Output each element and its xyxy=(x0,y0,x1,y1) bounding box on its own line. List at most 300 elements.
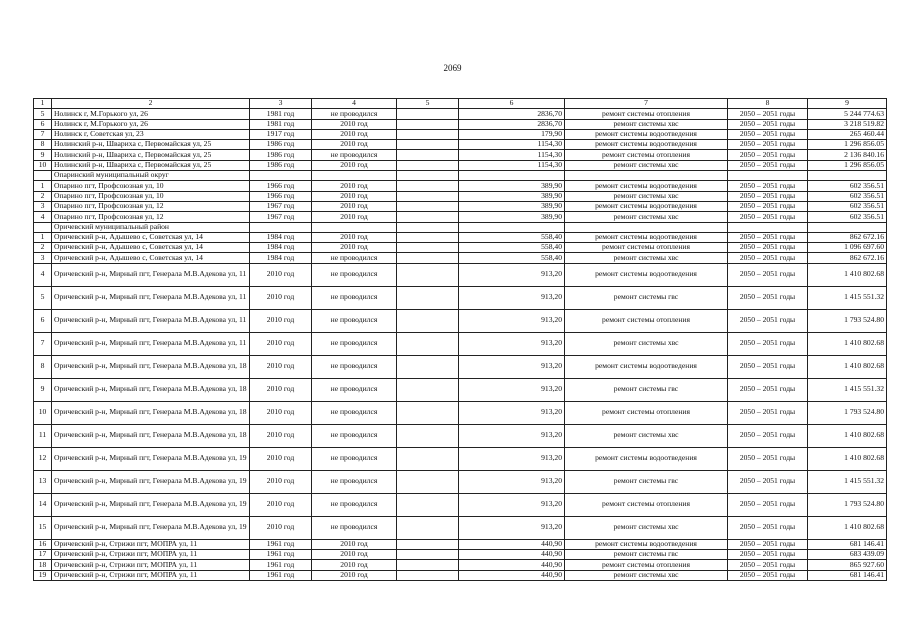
address-cell: Оричевский р-н, Мирный пгт, Генерала М.В.Адекова ул, 19 xyxy=(52,447,250,470)
last-repair-cell: 2010 год xyxy=(312,191,397,201)
last-repair-cell: 2010 год xyxy=(312,243,397,253)
area-cell: 558,40 xyxy=(459,253,565,263)
area-cell: 913,20 xyxy=(459,263,565,286)
row-number-cell: 2 xyxy=(34,243,52,253)
period-cell: 2050 – 2051 годы xyxy=(728,286,808,309)
row-number-cell: 8 xyxy=(34,355,52,378)
work-type-cell: ремонт системы водоотведения xyxy=(565,201,728,211)
period-cell: 2050 – 2051 годы xyxy=(728,160,808,170)
last-repair-cell: 2010 год xyxy=(312,212,397,222)
row-number-cell: 15 xyxy=(34,516,52,539)
empty-cell xyxy=(397,201,459,211)
column-header: 6 xyxy=(459,99,565,109)
last-repair-cell: не проводился xyxy=(312,309,397,332)
table-row xyxy=(34,286,887,309)
period-cell: 2050 – 2051 годы xyxy=(728,150,808,160)
cost-cell: 1 410 802.68 xyxy=(808,263,887,286)
build-year-cell: 2010 год xyxy=(250,355,312,378)
work-type-cell: ремонт системы хвс xyxy=(565,212,728,222)
cost-cell: 862 672.16 xyxy=(808,232,887,242)
last-repair-cell: не проводился xyxy=(312,355,397,378)
area-cell: 2836,70 xyxy=(459,119,565,129)
empty-cell xyxy=(397,129,459,139)
cost-cell: 1 415 551.32 xyxy=(808,286,887,309)
build-year-cell: 1961 год xyxy=(250,550,312,560)
page-number: 2069 xyxy=(443,63,462,73)
work-type-cell: ремонт системы водоотведения xyxy=(565,355,728,378)
build-year-cell xyxy=(250,222,312,232)
address-cell: Оричевский р-н, Мирный пгт, Генерала М.В.Адекова ул, 11 xyxy=(52,309,250,332)
cost-cell: 1 296 856.05 xyxy=(808,140,887,150)
table-row xyxy=(34,253,887,263)
last-repair-cell: не проводился xyxy=(312,516,397,539)
last-repair-cell: не проводился xyxy=(312,378,397,401)
period-cell: 2050 – 2051 годы xyxy=(728,355,808,378)
row-number-cell: 14 xyxy=(34,493,52,516)
table-row xyxy=(34,140,887,150)
column-header: 2 xyxy=(52,99,250,109)
area-cell xyxy=(459,171,565,181)
period-cell xyxy=(728,171,808,181)
area-cell: 913,20 xyxy=(459,309,565,332)
period-cell: 2050 – 2051 годы xyxy=(728,470,808,493)
row-number-cell: 10 xyxy=(34,160,52,170)
address-cell: Оричевский р-н, Адышево с, Советская ул, 14 xyxy=(52,253,250,263)
table-row xyxy=(34,560,887,570)
cost-cell xyxy=(808,171,887,181)
work-type-cell: ремонт системы гвс xyxy=(565,550,728,560)
last-repair-cell: 2010 год xyxy=(312,539,397,549)
area-cell: 440,90 xyxy=(459,539,565,549)
address-cell: Опарино пгт, Профсоюзная ул, 10 xyxy=(52,181,250,191)
repair-register-table xyxy=(33,98,887,581)
last-repair-cell: 2010 год xyxy=(312,140,397,150)
cost-cell: 3 218 519.82 xyxy=(808,119,887,129)
row-number-cell: 2 xyxy=(34,191,52,201)
empty-cell xyxy=(397,424,459,447)
area-cell: 389,90 xyxy=(459,201,565,211)
build-year-cell: 2010 год xyxy=(250,263,312,286)
area-cell: 440,90 xyxy=(459,570,565,580)
area-cell: 913,20 xyxy=(459,493,565,516)
table-row xyxy=(34,201,887,211)
row-number-cell: 16 xyxy=(34,539,52,549)
address-cell: Оричевский р-н, Стрижи пгт, МОПРА ул, 11 xyxy=(52,539,250,549)
table-row xyxy=(34,355,887,378)
row-number-cell: 6 xyxy=(34,119,52,129)
last-repair-cell: не проводился xyxy=(312,253,397,263)
work-type-cell: ремонт системы гвс xyxy=(565,470,728,493)
column-header: 3 xyxy=(250,99,312,109)
work-type-cell: ремонт системы хвс xyxy=(565,191,728,201)
address-cell: Нолинский р-н, Швариха с, Первомайская ул, 25 xyxy=(52,150,250,160)
build-year-cell: 2010 год xyxy=(250,424,312,447)
row-number-cell: 9 xyxy=(34,150,52,160)
empty-cell xyxy=(397,191,459,201)
table-row xyxy=(34,447,887,470)
build-year-cell: 1984 год xyxy=(250,253,312,263)
empty-cell xyxy=(397,119,459,129)
cost-cell: 602 356.51 xyxy=(808,201,887,211)
column-header: 4 xyxy=(312,99,397,109)
period-cell: 2050 – 2051 годы xyxy=(728,447,808,470)
row-number-cell: 13 xyxy=(34,470,52,493)
cost-cell: 1 410 802.68 xyxy=(808,355,887,378)
work-type-cell: ремонт системы водоотведения xyxy=(565,181,728,191)
table-row xyxy=(34,191,887,201)
area-cell: 179,90 xyxy=(459,129,565,139)
period-cell: 2050 – 2051 годы xyxy=(728,119,808,129)
address-cell: Нолинский р-н, Швариха с, Первомайская ул, 25 xyxy=(52,140,250,150)
area-cell: 913,20 xyxy=(459,447,565,470)
empty-cell xyxy=(397,286,459,309)
build-year-cell: 1961 год xyxy=(250,539,312,549)
last-repair-cell: 2010 год xyxy=(312,160,397,170)
period-cell: 2050 – 2051 годы xyxy=(728,550,808,560)
area-cell: 1154,30 xyxy=(459,150,565,160)
table-row xyxy=(34,570,887,580)
table-body xyxy=(34,99,887,581)
row-number-cell: 11 xyxy=(34,424,52,447)
cost-cell: 1 410 802.68 xyxy=(808,332,887,355)
area-cell: 913,20 xyxy=(459,516,565,539)
area-cell: 913,20 xyxy=(459,401,565,424)
area-cell: 1154,30 xyxy=(459,160,565,170)
period-cell: 2050 – 2051 годы xyxy=(728,109,808,119)
work-type-cell: ремонт системы хвс xyxy=(565,570,728,580)
cost-cell: 1 793 524.80 xyxy=(808,493,887,516)
address-cell: Оричевский р-н, Адышево с, Советская ул, 14 xyxy=(52,243,250,253)
empty-cell xyxy=(397,560,459,570)
work-type-cell: ремонт системы отопления xyxy=(565,493,728,516)
table-row xyxy=(34,539,887,549)
last-repair-cell: не проводился xyxy=(312,424,397,447)
row-number-cell: 4 xyxy=(34,263,52,286)
last-repair-cell: не проводился xyxy=(312,401,397,424)
work-type-cell: ремонт системы хвс xyxy=(565,424,728,447)
work-type-cell: ремонт системы хвс xyxy=(565,516,728,539)
cost-cell: 265 460.44 xyxy=(808,129,887,139)
period-cell: 2050 – 2051 годы xyxy=(728,516,808,539)
build-year-cell: 1961 год xyxy=(250,570,312,580)
address-cell: Нолинск г, М.Горького ул, 26 xyxy=(52,109,250,119)
column-header: 1 xyxy=(34,99,52,109)
section-row xyxy=(34,171,887,181)
area-cell: 440,90 xyxy=(459,560,565,570)
row-number-cell: 12 xyxy=(34,447,52,470)
work-type-cell xyxy=(565,222,728,232)
build-year-cell: 2010 год xyxy=(250,447,312,470)
work-type-cell: ремонт системы отопления xyxy=(565,309,728,332)
empty-cell xyxy=(397,378,459,401)
cost-cell: 1 410 802.68 xyxy=(808,516,887,539)
cost-cell: 1 296 856.05 xyxy=(808,160,887,170)
address-cell: Опарино пгт, Профсоюзная ул, 12 xyxy=(52,212,250,222)
table-row xyxy=(34,243,887,253)
build-year-cell: 1981 год xyxy=(250,119,312,129)
empty-cell xyxy=(397,253,459,263)
cost-cell: 1 415 551.32 xyxy=(808,378,887,401)
empty-cell xyxy=(397,140,459,150)
column-header: 5 xyxy=(397,99,459,109)
area-cell: 1154,30 xyxy=(459,140,565,150)
work-type-cell: ремонт системы гвс xyxy=(565,378,728,401)
work-type-cell: ремонт системы отопления xyxy=(565,243,728,253)
empty-cell xyxy=(397,570,459,580)
build-year-cell: 2010 год xyxy=(250,378,312,401)
row-number-cell: 18 xyxy=(34,560,52,570)
period-cell: 2050 – 2051 годы xyxy=(728,539,808,549)
build-year-cell: 1967 год xyxy=(250,212,312,222)
empty-cell xyxy=(397,550,459,560)
row-number-cell: 3 xyxy=(34,201,52,211)
work-type-cell: ремонт системы гвс xyxy=(565,286,728,309)
last-repair-cell: 2010 год xyxy=(312,550,397,560)
empty-cell xyxy=(397,109,459,119)
header-row xyxy=(34,99,887,109)
address-cell: Опарино пгт, Профсоюзная ул, 10 xyxy=(52,191,250,201)
row-number-cell: 3 xyxy=(34,253,52,263)
build-year-cell: 1966 год xyxy=(250,191,312,201)
period-cell: 2050 – 2051 годы xyxy=(728,309,808,332)
build-year-cell: 1967 год xyxy=(250,201,312,211)
build-year-cell: 2010 год xyxy=(250,332,312,355)
address-cell: Оричевский р-н, Мирный пгт, Генерала М.В.Адекова ул, 19 xyxy=(52,493,250,516)
last-repair-cell: 2010 год xyxy=(312,201,397,211)
last-repair-cell: не проводился xyxy=(312,447,397,470)
address-cell: Оричевский р-н, Стрижи пгт, МОПРА ул, 11 xyxy=(52,550,250,560)
cost-cell: 865 927.60 xyxy=(808,560,887,570)
build-year-cell: 1966 год xyxy=(250,181,312,191)
build-year-cell: 2010 год xyxy=(250,516,312,539)
address-cell: Оричевский р-н, Стрижи пгт, МОПРА ул, 11 xyxy=(52,570,250,580)
period-cell: 2050 – 2051 годы xyxy=(728,424,808,447)
last-repair-cell: 2010 год xyxy=(312,560,397,570)
empty-cell xyxy=(397,447,459,470)
cost-cell: 1 793 524.80 xyxy=(808,401,887,424)
build-year-cell: 2010 год xyxy=(250,493,312,516)
last-repair-cell: 2010 год xyxy=(312,570,397,580)
period-cell xyxy=(728,222,808,232)
address-cell: Оричевский р-н, Адышево с, Советская ул, 14 xyxy=(52,232,250,242)
period-cell: 2050 – 2051 годы xyxy=(728,232,808,242)
row-number-cell: 1 xyxy=(34,181,52,191)
work-type-cell: ремонт системы хвс xyxy=(565,253,728,263)
cost-cell: 1 410 802.68 xyxy=(808,424,887,447)
row-number-cell xyxy=(34,222,52,232)
address-cell: Оричевский р-н, Стрижи пгт, МОПРА ул, 11 xyxy=(52,560,250,570)
row-number-cell: 19 xyxy=(34,570,52,580)
work-type-cell: ремонт системы водоотведения xyxy=(565,129,728,139)
address-cell: Оричевский р-н, Мирный пгт, Генерала М.В.Адекова ул, 11 xyxy=(52,332,250,355)
build-year-cell: 1961 год xyxy=(250,560,312,570)
cost-cell: 602 356.51 xyxy=(808,181,887,191)
section-title: Оричевский муниципальный район xyxy=(52,222,250,232)
address-cell: Оричевский р-н, Мирный пгт, Генерала М.В.Адекова ул, 11 xyxy=(52,286,250,309)
empty-cell xyxy=(397,222,459,232)
empty-cell xyxy=(397,470,459,493)
row-number-cell: 1 xyxy=(34,232,52,242)
empty-cell xyxy=(397,160,459,170)
empty-cell xyxy=(397,355,459,378)
address-cell: Нолинск г, М.Горького ул, 26 xyxy=(52,119,250,129)
address-cell: Оричевский р-н, Мирный пгт, Генерала М.В.Адекова ул, 11 xyxy=(52,263,250,286)
last-repair-cell: не проводился xyxy=(312,109,397,119)
cost-cell: 1 793 524.80 xyxy=(808,309,887,332)
cost-cell: 681 146.41 xyxy=(808,539,887,549)
table-row xyxy=(34,150,887,160)
row-number-cell: 7 xyxy=(34,129,52,139)
area-cell: 389,90 xyxy=(459,181,565,191)
section-title: Опаринский муниципальный округ xyxy=(52,171,250,181)
row-number-cell: 7 xyxy=(34,332,52,355)
work-type-cell: ремонт системы отопления xyxy=(565,109,728,119)
work-type-cell: ремонт системы хвс xyxy=(565,332,728,355)
build-year-cell: 2010 год xyxy=(250,470,312,493)
area-cell: 913,20 xyxy=(459,355,565,378)
work-type-cell: ремонт системы отопления xyxy=(565,401,728,424)
empty-cell xyxy=(397,150,459,160)
cost-cell: 683 439.09 xyxy=(808,550,887,560)
empty-cell xyxy=(397,401,459,424)
build-year-cell: 1986 год xyxy=(250,150,312,160)
work-type-cell: ремонт системы отопления xyxy=(565,150,728,160)
last-repair-cell: не проводился xyxy=(312,493,397,516)
work-type-cell: ремонт системы водоотведения xyxy=(565,263,728,286)
build-year-cell: 2010 год xyxy=(250,401,312,424)
period-cell: 2050 – 2051 годы xyxy=(728,401,808,424)
empty-cell xyxy=(397,539,459,549)
row-number-cell xyxy=(34,171,52,181)
period-cell: 2050 – 2051 годы xyxy=(728,243,808,253)
work-type-cell: ремонт системы хвс xyxy=(565,160,728,170)
cost-cell: 1 415 551.32 xyxy=(808,470,887,493)
table-row xyxy=(34,212,887,222)
last-repair-cell: не проводился xyxy=(312,263,397,286)
period-cell: 2050 – 2051 годы xyxy=(728,378,808,401)
empty-cell xyxy=(397,309,459,332)
work-type-cell: ремонт системы водоотведения xyxy=(565,232,728,242)
empty-cell xyxy=(397,181,459,191)
last-repair-cell: не проводился xyxy=(312,150,397,160)
work-type-cell: ремонт системы водоотведения xyxy=(565,140,728,150)
address-cell: Нолинск г, Советская ул, 23 xyxy=(52,129,250,139)
table-row xyxy=(34,181,887,191)
period-cell: 2050 – 2051 годы xyxy=(728,493,808,516)
table-row xyxy=(34,378,887,401)
build-year-cell: 1981 год xyxy=(250,109,312,119)
last-repair-cell: не проводился xyxy=(312,332,397,355)
empty-cell xyxy=(397,171,459,181)
table-row xyxy=(34,401,887,424)
table-row xyxy=(34,550,887,560)
area-cell: 913,20 xyxy=(459,424,565,447)
cost-cell: 602 356.51 xyxy=(808,191,887,201)
build-year-cell: 1984 год xyxy=(250,232,312,242)
build-year-cell: 1986 год xyxy=(250,160,312,170)
work-type-cell: ремонт системы водоотведения xyxy=(565,447,728,470)
last-repair-cell: не проводился xyxy=(312,470,397,493)
table-row xyxy=(34,424,887,447)
table-row xyxy=(34,493,887,516)
row-number-cell: 8 xyxy=(34,140,52,150)
empty-cell xyxy=(397,243,459,253)
work-type-cell: ремонт системы водоотведения xyxy=(565,539,728,549)
period-cell: 2050 – 2051 годы xyxy=(728,181,808,191)
table-row xyxy=(34,309,887,332)
cost-cell: 681 146.41 xyxy=(808,570,887,580)
table-row xyxy=(34,263,887,286)
empty-cell xyxy=(397,516,459,539)
table-row xyxy=(34,470,887,493)
period-cell: 2050 – 2051 годы xyxy=(728,129,808,139)
build-year-cell: 2010 год xyxy=(250,286,312,309)
last-repair-cell: 2010 год xyxy=(312,181,397,191)
table-row xyxy=(34,516,887,539)
period-cell: 2050 – 2051 годы xyxy=(728,140,808,150)
period-cell: 2050 – 2051 годы xyxy=(728,212,808,222)
area-cell: 913,20 xyxy=(459,286,565,309)
address-cell: Оричевский р-н, Мирный пгт, Генерала М.В.Адекова ул, 19 xyxy=(52,516,250,539)
empty-cell xyxy=(397,232,459,242)
area-cell: 558,40 xyxy=(459,243,565,253)
row-number-cell: 17 xyxy=(34,550,52,560)
work-type-cell: ремонт системы хвс xyxy=(565,119,728,129)
table-row xyxy=(34,160,887,170)
row-number-cell: 4 xyxy=(34,212,52,222)
period-cell: 2050 – 2051 годы xyxy=(728,332,808,355)
table-row xyxy=(34,119,887,129)
period-cell: 2050 – 2051 годы xyxy=(728,263,808,286)
cost-cell xyxy=(808,222,887,232)
address-cell: Оричевский р-н, Мирный пгт, Генерала М.В.Адекова ул, 18 xyxy=(52,355,250,378)
area-cell: 913,20 xyxy=(459,378,565,401)
last-repair-cell: не проводился xyxy=(312,286,397,309)
row-number-cell: 9 xyxy=(34,378,52,401)
empty-cell xyxy=(397,212,459,222)
table-row xyxy=(34,332,887,355)
column-header: 7 xyxy=(565,99,728,109)
row-number-cell: 5 xyxy=(34,286,52,309)
table-row xyxy=(34,109,887,119)
address-cell: Оричевский р-н, Мирный пгт, Генерала М.В.Адекова ул, 19 xyxy=(52,470,250,493)
cost-cell: 1 410 802.68 xyxy=(808,447,887,470)
area-cell xyxy=(459,222,565,232)
area-cell: 2836,70 xyxy=(459,109,565,119)
empty-cell xyxy=(397,493,459,516)
row-number-cell: 10 xyxy=(34,401,52,424)
section-row xyxy=(34,222,887,232)
cost-cell: 602 356.51 xyxy=(808,212,887,222)
build-year-cell: 1917 год xyxy=(250,129,312,139)
build-year-cell: 1986 год xyxy=(250,140,312,150)
work-type-cell xyxy=(565,171,728,181)
build-year-cell: 1984 год xyxy=(250,243,312,253)
address-cell: Опарино пгт, Профсоюзная ул, 12 xyxy=(52,201,250,211)
last-repair-cell: 2010 год xyxy=(312,129,397,139)
last-repair-cell xyxy=(312,171,397,181)
period-cell: 2050 – 2051 годы xyxy=(728,570,808,580)
period-cell: 2050 – 2051 годы xyxy=(728,560,808,570)
cost-cell: 5 244 774.63 xyxy=(808,109,887,119)
empty-cell xyxy=(397,332,459,355)
address-cell: Оричевский р-н, Мирный пгт, Генерала М.В.Адекова ул, 18 xyxy=(52,401,250,424)
period-cell: 2050 – 2051 годы xyxy=(728,253,808,263)
empty-cell xyxy=(397,263,459,286)
table-row xyxy=(34,129,887,139)
cost-cell: 1 096 697.60 xyxy=(808,243,887,253)
last-repair-cell xyxy=(312,222,397,232)
